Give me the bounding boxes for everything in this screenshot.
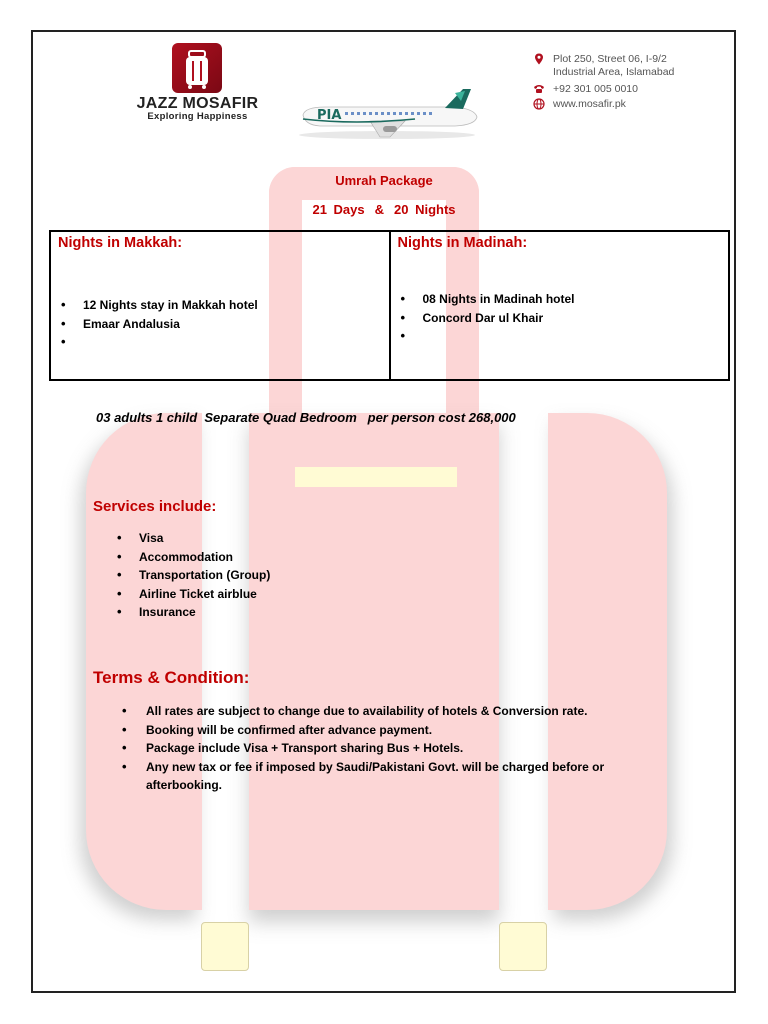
contact-address-row: [533, 53, 674, 83]
package-title: Umrah Package: [335, 173, 433, 188]
list-item: • All rates are subject to change due to availability of hotels & Conversion rate.: [122, 702, 642, 720]
list-item: • Any new tax or fee if imposed by Saudi/Pakistani Govt. will be charged before or afterbooking.: [122, 758, 642, 794]
list-item: • Transportation (Group): [117, 566, 270, 585]
contact-phone: +92 301 005 0010: [553, 83, 638, 95]
services-list: [117, 529, 270, 622]
list-item: • Accommodation: [117, 548, 270, 567]
makkah-list: [61, 296, 258, 352]
list-item: • Insurance: [117, 603, 270, 622]
location-pin-icon: [533, 53, 545, 65]
brand-name: JAZZ MOSAFIR: [136, 95, 259, 112]
contact-phone-row: [533, 83, 674, 98]
suitcase-wheel-right: [499, 922, 547, 971]
hotel-table: [49, 230, 730, 381]
madinah-list: [401, 290, 575, 346]
madinah-column: [389, 232, 729, 379]
brand-tagline: Exploring Happiness: [147, 111, 248, 122]
package-nights: 20 Nights: [394, 202, 456, 217]
list-item: • Emaar Andalusia: [61, 315, 258, 334]
phone-icon: [533, 83, 545, 95]
list-item: • Concord Dar ul Khair: [401, 309, 575, 328]
package-amp: &: [374, 202, 385, 217]
terms-list: [122, 702, 642, 794]
contact-block: [533, 53, 674, 113]
services-heading: Services include:: [93, 498, 217, 515]
suitcase-label: [295, 467, 457, 487]
makkah-column: [51, 232, 389, 379]
list-item: • 12 Nights stay in Makkah hotel: [61, 296, 258, 315]
contact-address: Plot 250, Street 06, I-9/2 Industrial Area, Islamabad: [553, 53, 675, 78]
suitcase-body-right: [548, 413, 667, 910]
suitcase-wheel-left: [201, 922, 249, 971]
contact-website[interactable]: www.mosafir.pk: [553, 98, 626, 110]
list-item: • Visa: [117, 529, 270, 548]
list-item: • Booking will be confirmed after advance payment.: [122, 721, 642, 739]
list-item: [401, 327, 575, 346]
pia-airplane-icon: [295, 85, 480, 145]
suitcase-body-center: [249, 413, 499, 910]
package-days: 21 Days: [312, 202, 365, 217]
jazz-mosafir-logo-icon: [172, 43, 222, 93]
pia-logo-text: PIA: [317, 108, 342, 123]
suitcase-body-left: [86, 413, 202, 910]
package-duration: [0, 202, 768, 217]
globe-icon: [533, 98, 545, 110]
terms-heading: Terms & Condition:: [93, 668, 250, 687]
list-item: • Airline Ticket airblue: [117, 585, 270, 604]
package-cost: 03 adults 1 child Separate Quad Bedroom per person cost 268,000: [96, 410, 516, 425]
makkah-heading: Nights in Makkah:: [58, 235, 183, 251]
list-item: [61, 333, 258, 352]
list-item: • 08 Nights in Madinah hotel: [401, 290, 575, 309]
list-item: • Package include Visa + Transport sharing Bus + Hotels.: [122, 739, 642, 757]
madinah-heading: Nights in Madinah:: [397, 235, 528, 251]
contact-website-row: [533, 98, 674, 113]
